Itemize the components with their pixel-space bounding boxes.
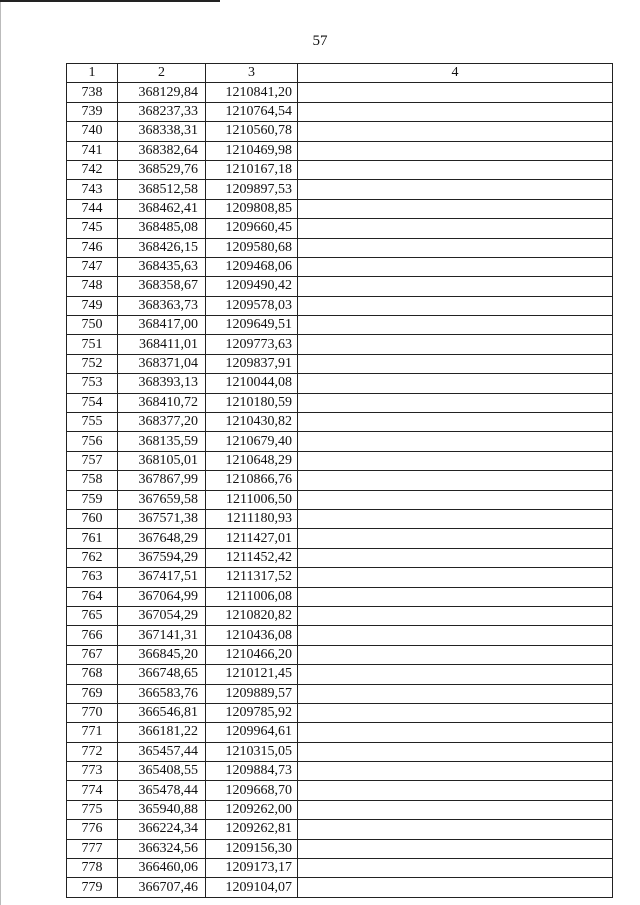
point-number-cell: 738 <box>67 83 118 102</box>
table-row <box>67 781 613 800</box>
point-number-cell: 773 <box>67 762 118 781</box>
table-row <box>67 626 613 645</box>
x-coordinate-cell: 368105,01 <box>118 451 206 470</box>
y-coordinate-cell: 1209156,30 <box>206 839 298 858</box>
y-coordinate-cell: 1209897,53 <box>206 180 298 199</box>
point-number-cell: 746 <box>67 238 118 257</box>
x-coordinate-cell: 366224,34 <box>118 820 206 839</box>
table-row <box>67 354 613 373</box>
x-coordinate-cell: 368363,73 <box>118 296 206 315</box>
table-row <box>67 451 613 470</box>
table-row <box>67 316 613 335</box>
note-cell <box>298 432 613 451</box>
y-coordinate-cell: 1210820,82 <box>206 606 298 625</box>
table-row <box>67 606 613 625</box>
table-row <box>67 839 613 858</box>
note-cell <box>298 742 613 761</box>
x-coordinate-cell: 367417,51 <box>118 568 206 587</box>
page-edge <box>0 0 1 905</box>
page-number: 57 <box>312 33 328 49</box>
x-coordinate-cell: 366324,56 <box>118 839 206 858</box>
point-number-cell: 758 <box>67 471 118 490</box>
y-coordinate-cell: 1209104,07 <box>206 878 298 897</box>
note-cell <box>298 122 613 141</box>
point-number-cell: 763 <box>67 568 118 587</box>
table-row <box>67 141 613 160</box>
x-coordinate-cell: 368462,41 <box>118 199 206 218</box>
note-cell <box>298 587 613 606</box>
note-cell <box>298 859 613 878</box>
note-cell <box>298 762 613 781</box>
point-number-cell: 768 <box>67 665 118 684</box>
point-number-cell: 753 <box>67 374 118 393</box>
note-cell <box>298 703 613 722</box>
note-cell <box>298 548 613 567</box>
table-row <box>67 509 613 528</box>
top-rule <box>0 0 220 2</box>
table-row <box>67 413 613 432</box>
table-row <box>67 277 613 296</box>
x-coordinate-cell: 368435,63 <box>118 257 206 276</box>
y-coordinate-cell: 1210866,76 <box>206 471 298 490</box>
y-coordinate-cell: 1210436,08 <box>206 626 298 645</box>
note-cell <box>298 626 613 645</box>
point-number-cell: 764 <box>67 587 118 606</box>
point-number-cell: 774 <box>67 781 118 800</box>
note-cell <box>298 781 613 800</box>
x-coordinate-cell: 368529,76 <box>118 160 206 179</box>
note-cell <box>298 354 613 373</box>
note-cell <box>298 490 613 509</box>
y-coordinate-cell: 1210841,20 <box>206 83 298 102</box>
y-coordinate-cell: 1211006,50 <box>206 490 298 509</box>
point-number-cell: 748 <box>67 277 118 296</box>
x-coordinate-cell: 366845,20 <box>118 645 206 664</box>
point-number-cell: 750 <box>67 316 118 335</box>
x-coordinate-cell: 368135,59 <box>118 432 206 451</box>
table-row <box>67 83 613 102</box>
point-number-cell: 759 <box>67 490 118 509</box>
y-coordinate-cell: 1209668,70 <box>206 781 298 800</box>
y-coordinate-cell: 1209468,06 <box>206 257 298 276</box>
table-row <box>67 490 613 509</box>
note-cell <box>298 665 613 684</box>
table-row <box>67 568 613 587</box>
table-row <box>67 180 613 199</box>
table-row <box>67 199 613 218</box>
table-row <box>67 859 613 878</box>
x-coordinate-cell: 368129,84 <box>118 83 206 102</box>
table-row <box>67 723 613 742</box>
point-number-cell: 739 <box>67 102 118 121</box>
x-coordinate-cell: 366546,81 <box>118 703 206 722</box>
point-number-cell: 755 <box>67 413 118 432</box>
y-coordinate-cell: 1210466,20 <box>206 645 298 664</box>
point-number-cell: 743 <box>67 180 118 199</box>
y-coordinate-cell: 1209808,85 <box>206 199 298 218</box>
note-cell <box>298 160 613 179</box>
point-number-cell: 761 <box>67 529 118 548</box>
y-coordinate-cell: 1210315,05 <box>206 742 298 761</box>
y-coordinate-cell: 1209889,57 <box>206 684 298 703</box>
point-number-cell: 751 <box>67 335 118 354</box>
note-cell <box>298 180 613 199</box>
point-number-cell: 777 <box>67 839 118 858</box>
point-number-cell: 747 <box>67 257 118 276</box>
y-coordinate-cell: 1209173,17 <box>206 859 298 878</box>
x-coordinate-cell: 365408,55 <box>118 762 206 781</box>
point-number-cell: 775 <box>67 800 118 819</box>
column-header: 4 <box>298 64 613 83</box>
point-number-cell: 740 <box>67 122 118 141</box>
x-coordinate-cell: 367064,99 <box>118 587 206 606</box>
y-coordinate-cell: 1209490,42 <box>206 277 298 296</box>
y-coordinate-cell: 1211427,01 <box>206 529 298 548</box>
x-coordinate-cell: 368377,20 <box>118 413 206 432</box>
x-coordinate-cell: 368237,33 <box>118 102 206 121</box>
x-coordinate-cell: 368485,08 <box>118 219 206 238</box>
note-cell <box>298 606 613 625</box>
x-coordinate-cell: 368338,31 <box>118 122 206 141</box>
table-row <box>67 335 613 354</box>
table-row <box>67 800 613 819</box>
point-number-cell: 766 <box>67 626 118 645</box>
table-header-row <box>67 64 613 83</box>
point-number-cell: 745 <box>67 219 118 238</box>
note-cell <box>298 839 613 858</box>
y-coordinate-cell: 1210764,54 <box>206 102 298 121</box>
table-row <box>67 820 613 839</box>
note-cell <box>298 141 613 160</box>
point-number-cell: 778 <box>67 859 118 878</box>
note-cell <box>298 568 613 587</box>
point-number-cell: 765 <box>67 606 118 625</box>
y-coordinate-cell: 1211006,08 <box>206 587 298 606</box>
column-header: 1 <box>67 64 118 83</box>
x-coordinate-cell: 368382,64 <box>118 141 206 160</box>
point-number-cell: 772 <box>67 742 118 761</box>
point-number-cell: 771 <box>67 723 118 742</box>
x-coordinate-cell: 366583,76 <box>118 684 206 703</box>
point-number-cell: 779 <box>67 878 118 897</box>
note-cell <box>298 83 613 102</box>
note-cell <box>298 257 613 276</box>
y-coordinate-cell: 1210430,82 <box>206 413 298 432</box>
point-number-cell: 744 <box>67 199 118 218</box>
y-coordinate-cell: 1210121,45 <box>206 665 298 684</box>
note-cell <box>298 199 613 218</box>
table-row <box>67 742 613 761</box>
table-row <box>67 122 613 141</box>
point-number-cell: 760 <box>67 509 118 528</box>
y-coordinate-cell: 1209884,73 <box>206 762 298 781</box>
table-row <box>67 219 613 238</box>
x-coordinate-cell: 366460,06 <box>118 859 206 878</box>
point-number-cell: 752 <box>67 354 118 373</box>
y-coordinate-cell: 1210167,18 <box>206 160 298 179</box>
note-cell <box>298 451 613 470</box>
table-row <box>67 703 613 722</box>
coordinates-table <box>66 63 613 898</box>
y-coordinate-cell: 1210679,40 <box>206 432 298 451</box>
table-row <box>67 160 613 179</box>
y-coordinate-cell: 1209837,91 <box>206 354 298 373</box>
x-coordinate-cell: 367594,29 <box>118 548 206 567</box>
y-coordinate-cell: 1209578,03 <box>206 296 298 315</box>
table-row <box>67 762 613 781</box>
table-row <box>67 665 613 684</box>
x-coordinate-cell: 367648,29 <box>118 529 206 548</box>
table-row <box>67 878 613 897</box>
x-coordinate-cell: 368426,15 <box>118 238 206 257</box>
table-row <box>67 471 613 490</box>
table-row <box>67 102 613 121</box>
note-cell <box>298 471 613 490</box>
x-coordinate-cell: 366707,46 <box>118 878 206 897</box>
y-coordinate-cell: 1211452,42 <box>206 548 298 567</box>
x-coordinate-cell: 367054,29 <box>118 606 206 625</box>
x-coordinate-cell: 368411,01 <box>118 335 206 354</box>
table-row <box>67 257 613 276</box>
table-row <box>67 587 613 606</box>
point-number-cell: 756 <box>67 432 118 451</box>
x-coordinate-cell: 368512,58 <box>118 180 206 199</box>
note-cell <box>298 723 613 742</box>
y-coordinate-cell: 1209785,92 <box>206 703 298 722</box>
table-row <box>67 296 613 315</box>
x-coordinate-cell: 368358,67 <box>118 277 206 296</box>
y-coordinate-cell: 1210469,98 <box>206 141 298 160</box>
point-number-cell: 741 <box>67 141 118 160</box>
point-number-cell: 770 <box>67 703 118 722</box>
y-coordinate-cell: 1211180,93 <box>206 509 298 528</box>
table-row <box>67 432 613 451</box>
x-coordinate-cell: 367867,99 <box>118 471 206 490</box>
table-row <box>67 684 613 703</box>
y-coordinate-cell: 1209649,51 <box>206 316 298 335</box>
note-cell <box>298 529 613 548</box>
note-cell <box>298 645 613 664</box>
note-cell <box>298 316 613 335</box>
x-coordinate-cell: 365457,44 <box>118 742 206 761</box>
x-coordinate-cell: 368410,72 <box>118 393 206 412</box>
y-coordinate-cell: 1210648,29 <box>206 451 298 470</box>
y-coordinate-cell: 1209580,68 <box>206 238 298 257</box>
note-cell <box>298 800 613 819</box>
point-number-cell: 749 <box>67 296 118 315</box>
y-coordinate-cell: 1210560,78 <box>206 122 298 141</box>
x-coordinate-cell: 368393,13 <box>118 374 206 393</box>
table-row <box>67 238 613 257</box>
x-coordinate-cell: 368417,00 <box>118 316 206 335</box>
column-header: 2 <box>118 64 206 83</box>
note-cell <box>298 102 613 121</box>
point-number-cell: 742 <box>67 160 118 179</box>
note-cell <box>298 509 613 528</box>
x-coordinate-cell: 368371,04 <box>118 354 206 373</box>
point-number-cell: 762 <box>67 548 118 567</box>
table-row <box>67 548 613 567</box>
note-cell <box>298 277 613 296</box>
note-cell <box>298 393 613 412</box>
note-cell <box>298 374 613 393</box>
column-header: 3 <box>206 64 298 83</box>
note-cell <box>298 296 613 315</box>
y-coordinate-cell: 1209964,61 <box>206 723 298 742</box>
y-coordinate-cell: 1209773,63 <box>206 335 298 354</box>
point-number-cell: 767 <box>67 645 118 664</box>
x-coordinate-cell: 366748,65 <box>118 665 206 684</box>
x-coordinate-cell: 366181,22 <box>118 723 206 742</box>
note-cell <box>298 219 613 238</box>
note-cell <box>298 878 613 897</box>
table-row <box>67 374 613 393</box>
note-cell <box>298 238 613 257</box>
x-coordinate-cell: 367659,58 <box>118 490 206 509</box>
note-cell <box>298 413 613 432</box>
point-number-cell: 754 <box>67 393 118 412</box>
y-coordinate-cell: 1209660,45 <box>206 219 298 238</box>
x-coordinate-cell: 367571,38 <box>118 509 206 528</box>
point-number-cell: 769 <box>67 684 118 703</box>
y-coordinate-cell: 1210180,59 <box>206 393 298 412</box>
y-coordinate-cell: 1210044,08 <box>206 374 298 393</box>
y-coordinate-cell: 1209262,00 <box>206 800 298 819</box>
x-coordinate-cell: 367141,31 <box>118 626 206 645</box>
table-row <box>67 529 613 548</box>
note-cell <box>298 820 613 839</box>
table-row <box>67 645 613 664</box>
y-coordinate-cell: 1209262,81 <box>206 820 298 839</box>
x-coordinate-cell: 365478,44 <box>118 781 206 800</box>
table-row <box>67 393 613 412</box>
point-number-cell: 776 <box>67 820 118 839</box>
note-cell <box>298 335 613 354</box>
y-coordinate-cell: 1211317,52 <box>206 568 298 587</box>
x-coordinate-cell: 365940,88 <box>118 800 206 819</box>
note-cell <box>298 684 613 703</box>
point-number-cell: 757 <box>67 451 118 470</box>
